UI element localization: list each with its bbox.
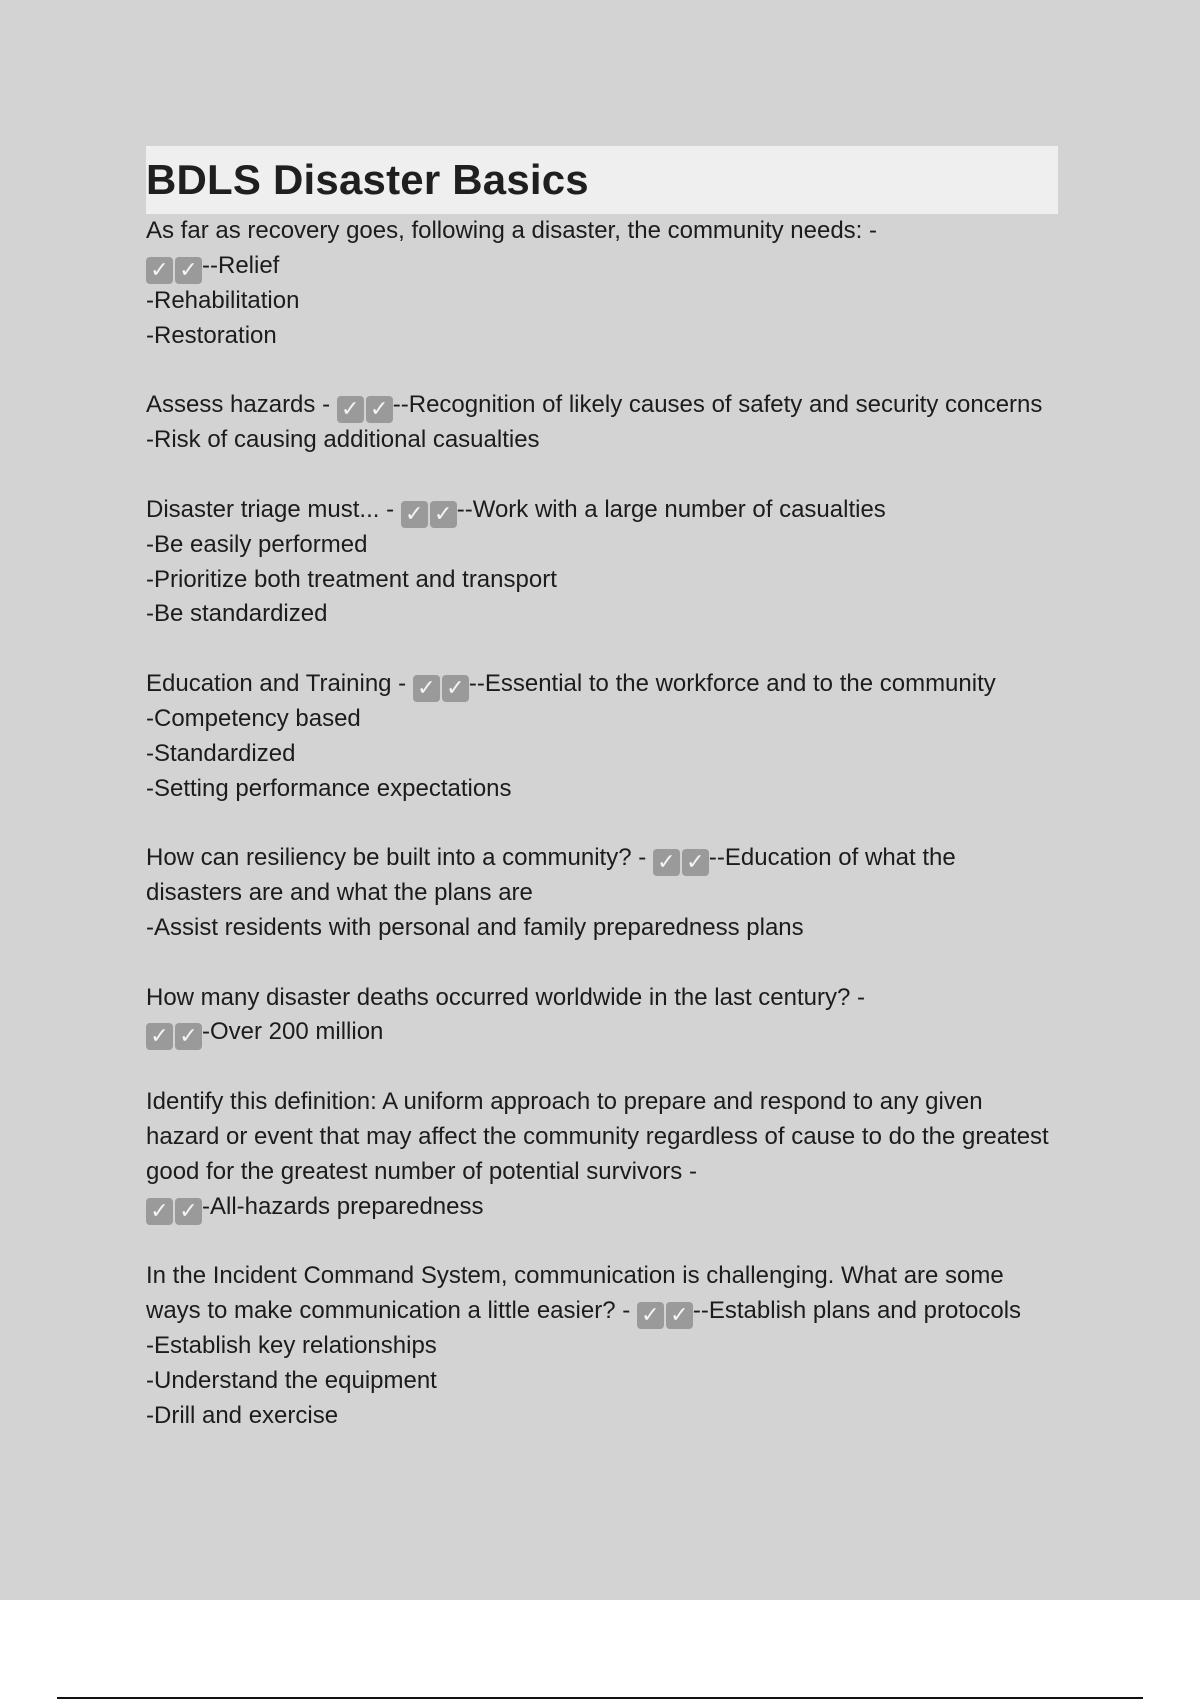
flashcard — [146, 1259, 1058, 1433]
checkmark-icon: ✓ — [682, 849, 709, 876]
flashcard-list — [146, 214, 1058, 1434]
flashcard — [146, 841, 1058, 946]
answer-checkmarks — [337, 388, 393, 423]
checkmark-icon: ✓ — [413, 675, 440, 702]
flashcard-answer-line: -Risk of causing additional casualties — [146, 426, 540, 454]
flashcard — [146, 388, 1058, 458]
footer-divider — [57, 1697, 1143, 1699]
answer-checkmarks — [401, 493, 457, 528]
flashcard-answer-line: -Be standardized — [146, 600, 328, 628]
title-bar — [146, 146, 1058, 214]
flashcard-answer-line: -Understand the equipment — [146, 1366, 437, 1394]
flashcard — [146, 493, 1058, 632]
flashcard-question: How can resiliency be built into a community? - — [146, 844, 647, 872]
flashcard-answer-line: All-hazards preparedness — [210, 1192, 484, 1220]
checkmark-icon: ✓ — [401, 501, 428, 528]
checkmark-icon: ✓ — [146, 1198, 173, 1225]
flashcard-answer-line: -Restoration — [146, 321, 277, 349]
flashcard-question: Assess hazards - — [146, 391, 331, 419]
flashcard-answer-line: Over 200 million — [210, 1018, 384, 1046]
flashcard-question: Identify this definition: A uniform approach to prepare and respond to any given hazard or event that may affect the community regardless of cause to do the greatest good for the greatest number of potential survivors - — [146, 1088, 1056, 1185]
flashcard-answer-line: -Competency based — [146, 704, 361, 732]
flashcard-answer-line: -Setting performance expectations — [146, 774, 512, 802]
flashcard — [146, 981, 1058, 1051]
flashcard-question: As far as recovery goes, following a disaster, the community needs: - — [146, 217, 878, 244]
flashcard-answer-line: -Relief — [210, 251, 280, 279]
flashcard-question: How many disaster deaths occurred worldwide in the last century? - — [146, 983, 865, 1011]
checkmark-icon: ✓ — [175, 257, 202, 284]
flashcard-answer-line: -Establish key relationships — [146, 1332, 437, 1360]
checkmark-icon: ✓ — [146, 1023, 173, 1050]
flashcard-answer-line: -Recognition of likely causes of safety and security concerns — [400, 391, 1043, 419]
answer-prefix: - — [202, 251, 210, 279]
answer-prefix: - — [456, 495, 465, 523]
answer-checkmarks — [413, 667, 469, 702]
flashcard-answer-line: -Work with a large number of casualties — [464, 495, 886, 523]
answer-prefix: - — [202, 1192, 210, 1220]
document-title: BDLS Disaster Basics — [146, 156, 589, 203]
flashcard-question: Education and Training - — [146, 669, 407, 697]
flashcard — [146, 214, 1058, 353]
flashcard-answer-line: -Essential to the workforce and to the community — [476, 669, 996, 697]
flashcard — [146, 667, 1058, 806]
checkmark-icon: ✓ — [337, 396, 364, 423]
answer-prefix: - — [468, 669, 477, 697]
checkmark-icon: ✓ — [175, 1198, 202, 1225]
flashcard-question: Disaster triage must... - — [146, 495, 395, 523]
answer-checkmarks — [653, 841, 709, 876]
checkmark-icon: ✓ — [637, 1302, 664, 1329]
flashcard-answer-line: -Rehabilitation — [146, 286, 300, 314]
flashcard-answer-line: -Standardized — [146, 739, 296, 767]
answer-prefix: - — [392, 391, 401, 419]
flashcard — [146, 1085, 1058, 1224]
flashcard-answer-line: -Be easily performed — [146, 530, 368, 558]
checkmark-icon: ✓ — [653, 849, 680, 876]
flashcard-question: In the Incident Command System, communication is challenging. What are some ways to make communication a little easier? - — [146, 1262, 1011, 1325]
flashcard-answer-line: -Prioritize both treatment and transport — [146, 565, 557, 593]
answer-prefix: - — [202, 1018, 210, 1046]
checkmark-icon: ✓ — [666, 1302, 693, 1329]
flashcard-answer-line: -Education of what the disasters are and what the plans are — [146, 844, 963, 907]
flashcard-answer-line: -Establish plans and protocols — [700, 1297, 1022, 1325]
answer-checkmarks — [637, 1294, 693, 1329]
checkmark-icon: ✓ — [175, 1023, 202, 1050]
flashcard-answer-line: -Assist residents with personal and family preparedness plans — [146, 913, 804, 941]
checkmark-icon: ✓ — [366, 396, 393, 423]
checkmark-icon: ✓ — [430, 501, 457, 528]
answer-prefix: - — [692, 1297, 701, 1325]
answer-checkmarks — [146, 1015, 202, 1050]
answer-checkmarks — [146, 249, 202, 284]
flashcard-answer-line: -Drill and exercise — [146, 1401, 339, 1429]
document-content — [146, 146, 1058, 1468]
checkmark-icon: ✓ — [442, 675, 469, 702]
checkmark-icon: ✓ — [146, 257, 173, 284]
answer-checkmarks — [146, 1190, 202, 1225]
answer-prefix: - — [708, 844, 717, 872]
